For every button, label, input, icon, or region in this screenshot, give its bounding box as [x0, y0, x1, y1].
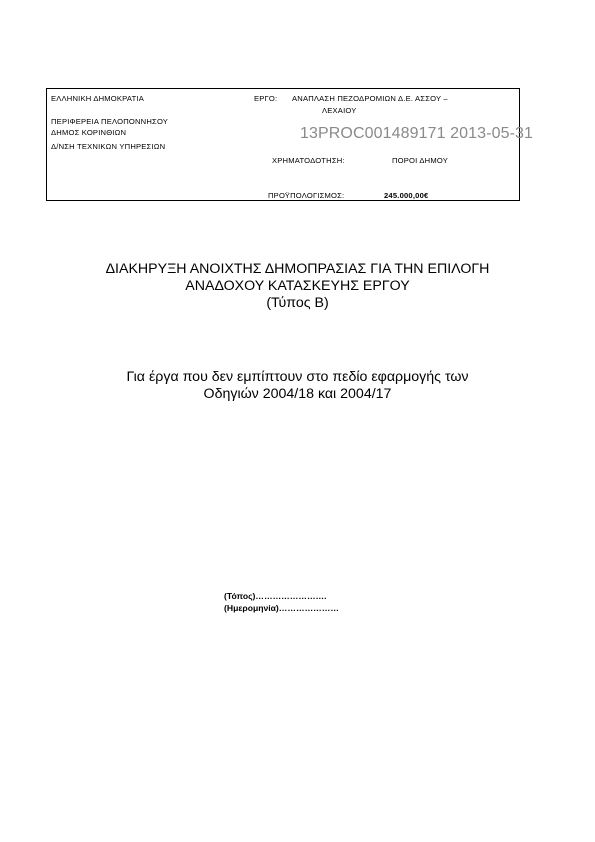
- header-funding-label: ΧΡΗΜΑΤΟΔΟΤΗΣΗ:: [272, 156, 345, 165]
- header-country: ΕΛΛΗΝΙΚΗ ΔΗΜΟΚΡΑΤΙΑ: [51, 94, 144, 103]
- document-title: [0, 261, 595, 312]
- header-funding-value: ΠΟΡΟΙ ΔΗΜΟΥ: [392, 156, 448, 165]
- header-municipality: ΔΗΜΟΣ ΚΟΡΙΝΘΙΩΝ: [51, 128, 127, 137]
- header-budget-value: 245.000,00€: [384, 191, 429, 200]
- place-field: (Τόπος)…………………….: [224, 591, 327, 601]
- header-project-label: ΕΡΓΟ:: [254, 94, 278, 103]
- title-line-2: ΑΝΑΔΟΧΟΥ ΚΑΤΑΣΚΕΥΗΣ ΕΡΓΟΥ: [185, 278, 410, 294]
- subtitle-line-2: Οδηγιών 2004/18 και 2004/17: [203, 386, 392, 402]
- title-line-1: ΔΙΑΚΗΡΥΞΗ ΑΝΟΙΧΤΗΣ ΔΗΜΟΠΡΑΣΙΑΣ ΓΙΑ ΤΗΝ ΕΠΙΛΟΓΗ: [105, 261, 490, 277]
- header-region: ΠΕΡΙΦΕΡΕΙΑ ΠΕΛΟΠΟΝΝΗΣΟΥ: [51, 117, 169, 126]
- header-project-value-line1: ΑΝΑΠΛΑΣΗ ΠΕΖΟΔΡΟΜΙΩΝ Δ.Ε. ΑΣΣΟΥ –: [292, 94, 448, 103]
- subtitle-line-1: Για έργα που δεν εμπίπτουν στο πεδίο εφαρμογής των: [126, 369, 469, 385]
- date-field: (Ημερομηνία)…………………: [224, 603, 339, 613]
- header-project-value-line2: ΛΕΧΑΙΟΥ: [322, 106, 357, 115]
- header-budget-label: ΠΡΟΫΠΟΛΟΓΙΣΜΟΣ:: [268, 191, 345, 200]
- document-watermark: 13PROC001489171 2013-05-31: [300, 125, 533, 142]
- title-line-3: (Τύπος Β): [266, 295, 329, 311]
- document-subtitle: [0, 369, 595, 403]
- header-department: Δ/ΝΣΗ ΤΕΧΝΙΚΩΝ ΥΠΗΡΕΣΙΩΝ: [51, 142, 166, 151]
